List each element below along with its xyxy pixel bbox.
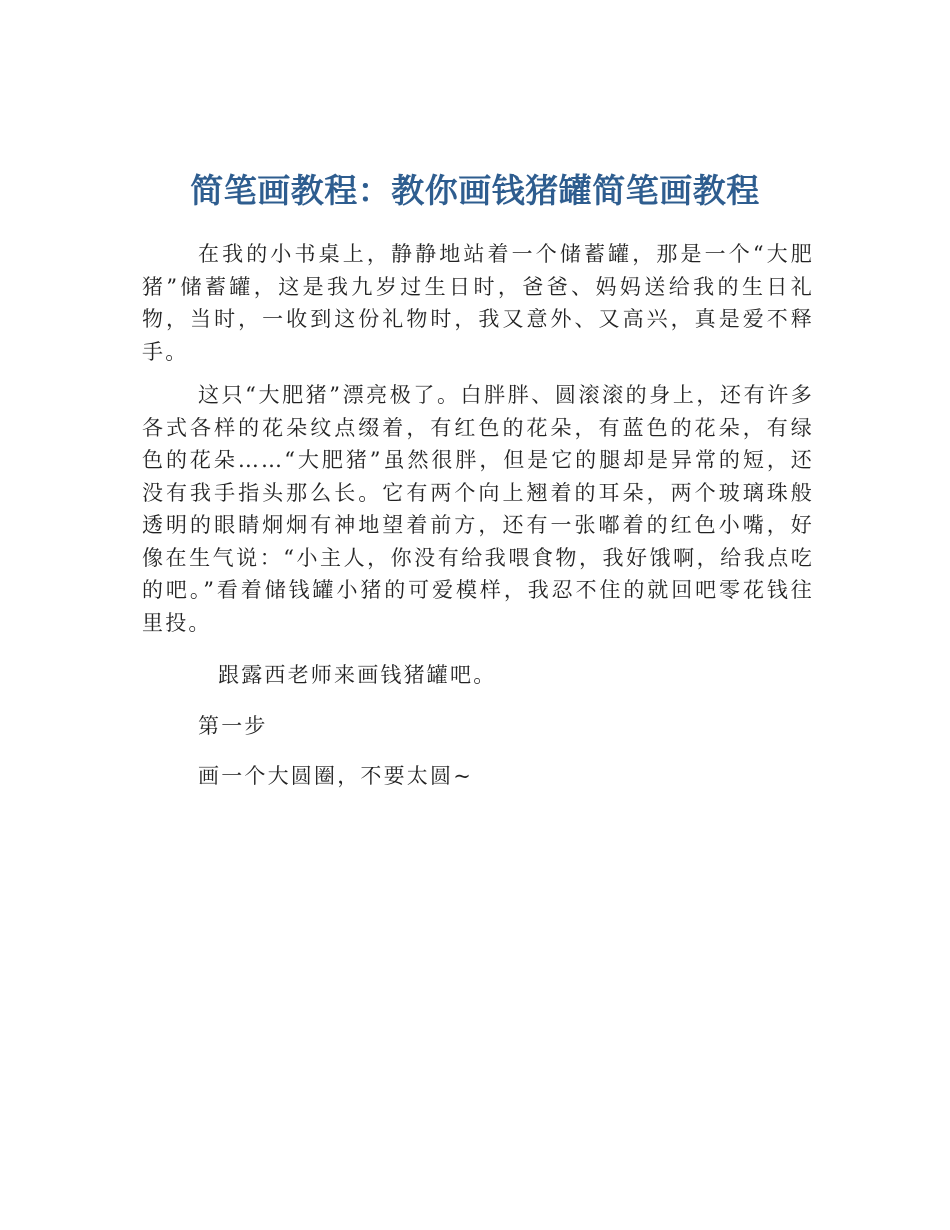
paragraph-description: 这只“大肥猪”漂亮极了。白胖胖、圆滚滚的身上，还有许多各式各样的花朵纹点缀着，有红色的花朵，有蓝色的花朵，有绿色的花朵……“大肥猪”虽然很胖，但是它的腿却是异常的短，还没有我手指头那么长。它有两个向上翘着的耳朵，两个玻璃珠般透明的眼睛炯炯有神地望着前方，还有一张嘟着的红色小嘴，好像在生气说：“小主人，你没有给我喂食物，我好饿啊，给我点吃的吧。”看着储钱罐小猪的可爱模样，我忍不住的就回吧零花钱往里投。	[142, 383, 814, 635]
paragraph-intro: 在我的小书桌上，静静地站着一个储蓄罐，那是一个“大肥猪”储蓄罐，这是我九岁过生日时，爸爸、妈妈送给我的生日礼物，当时，一收到这份礼物时，我又意外、又高兴，真是爱不释手。	[142, 242, 814, 364]
step-instruction: 画一个大圆圈，不要太圆~	[198, 764, 473, 788]
paragraph-invitation: 跟露西老师来画钱猪罐吧。	[218, 663, 497, 687]
step-heading: 第一步	[198, 713, 268, 738]
document-title: 简笔画教程：教你画钱猪罐简笔画教程	[190, 171, 760, 211]
document-body	[142, 238, 814, 793]
